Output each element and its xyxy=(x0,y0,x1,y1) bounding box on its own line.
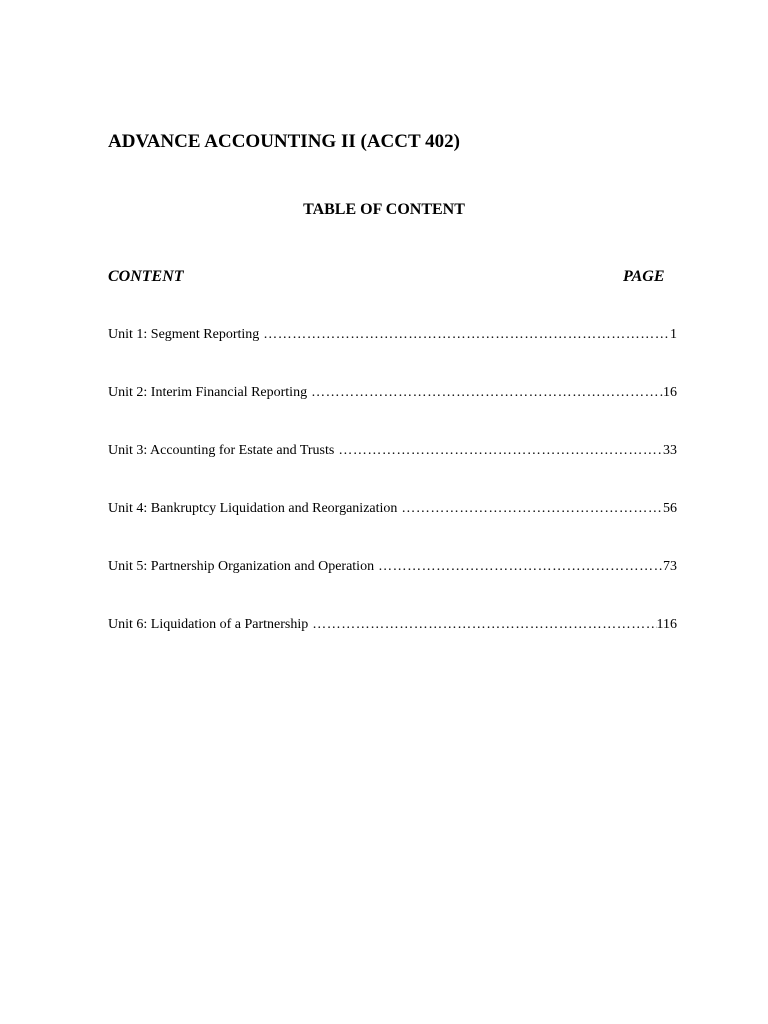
content-column-header: CONTENT xyxy=(108,268,184,285)
toc-entry-title: Unit 3: Accounting for Estate and Trusts xyxy=(108,443,335,458)
toc-entry-title: Unit 2: Interim Financial Reporting xyxy=(108,385,308,400)
toc-entry-page: 33 xyxy=(663,443,677,458)
toc-list xyxy=(108,327,677,675)
toc-heading: TABLE OF CONTENT xyxy=(303,201,465,218)
toc-entry-page: 56 xyxy=(663,501,677,516)
toc-entry-title: Unit 6: Liquidation of a Partnership xyxy=(108,617,309,632)
toc-entry-page: 73 xyxy=(663,559,677,574)
toc-entry xyxy=(108,443,677,501)
dot-leader xyxy=(263,327,670,343)
dot-leader xyxy=(401,501,663,517)
document-title: ADVANCE ACCOUNTING II (ACCT 402) xyxy=(108,131,460,152)
toc-entry-page: 116 xyxy=(656,617,677,632)
dot-leader xyxy=(338,443,663,459)
toc-entry xyxy=(108,617,677,675)
dot-leader xyxy=(378,559,663,575)
toc-entry-page: 1 xyxy=(670,327,677,342)
toc-entry xyxy=(108,559,677,617)
toc-entry-title: Unit 5: Partnership Organization and Operation xyxy=(108,559,375,574)
toc-entry xyxy=(108,385,677,443)
page-column-header: PAGE xyxy=(623,268,665,285)
toc-entry xyxy=(108,327,677,385)
toc-entry xyxy=(108,501,677,559)
toc-entry-page: 16 xyxy=(663,385,677,400)
dot-leader xyxy=(311,385,663,401)
toc-entry-title: Unit 1: Segment Reporting xyxy=(108,327,260,342)
toc-entry-title: Unit 4: Bankruptcy Liquidation and Reorganization xyxy=(108,501,398,516)
dot-leader xyxy=(312,617,656,633)
